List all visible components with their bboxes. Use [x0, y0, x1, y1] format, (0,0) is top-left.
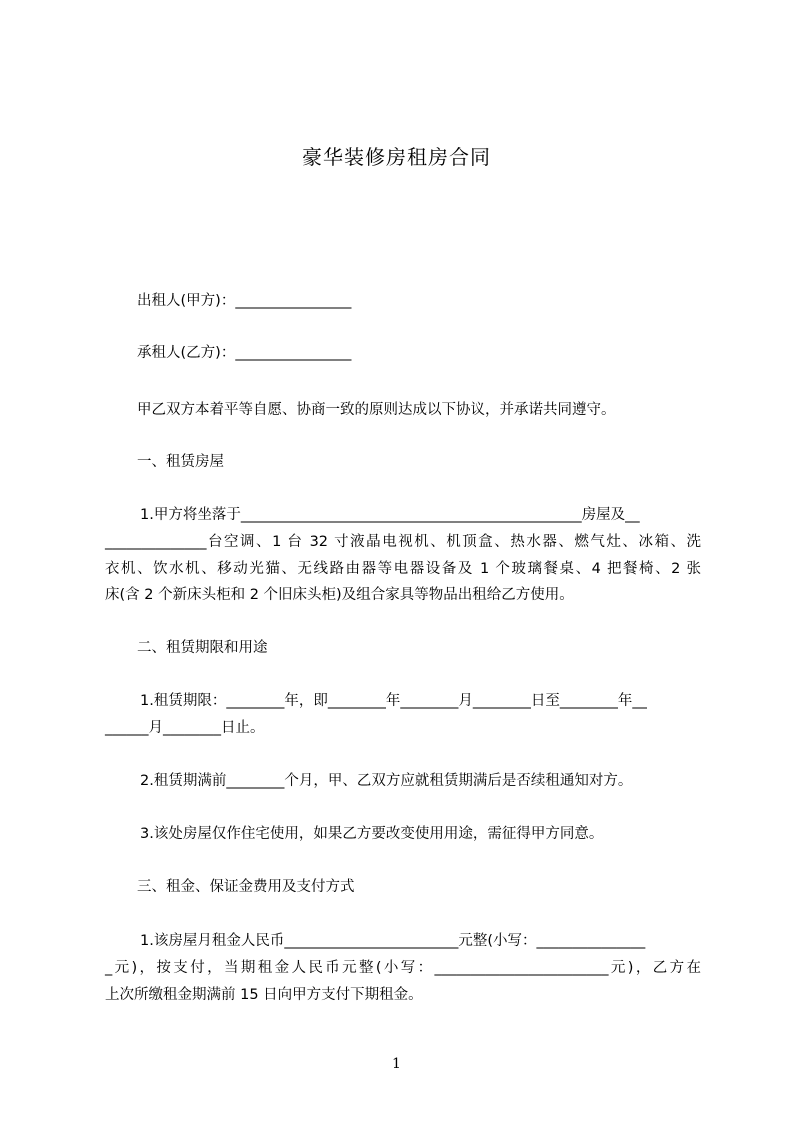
section3-item1-line3: 上次所缴租金期满前 15 日向甲方支付下期租金。	[105, 987, 423, 1003]
party-a-line: 出租人(甲方)：________________	[137, 293, 352, 309]
section2-item3: 3.该处房屋仅作住宅使用，如果乙方要改变使用用途，需征得甲方同意。	[140, 826, 604, 842]
section3-item1-line2: _元)，按支付，当期租金人民币元整(小写：________________________元)，乙方在	[105, 960, 701, 976]
page-number: 1	[392, 1056, 401, 1072]
section3-item1-line1: 1.该房屋月租金人民币________________________元整(小写：_______________	[140, 933, 646, 949]
party-b-line: 承租人(乙方)：________________	[137, 345, 352, 361]
section2-item1-line2: ______月________日止。	[105, 720, 265, 736]
document-title: 豪华装修房租房合同	[302, 145, 491, 169]
section2-item2: 2.租赁期满前________个月，甲、乙双方应就租赁期满后是否续租通知对方。	[140, 773, 633, 789]
section2-heading: 二、租赁期限和用途	[137, 640, 268, 656]
section3-heading: 三、租金、保证金费用及支付方式	[137, 879, 355, 895]
section1-heading: 一、租赁房屋	[137, 454, 224, 470]
section1-item1-line2: ______________台空调、1 台 32 寸液晶电视机、机顶盒、热水器、燃气灶、冰箱、洗	[105, 534, 701, 550]
section1-item1-line1: 1.甲方将坐落于_______________________________________________房屋及__	[140, 507, 640, 523]
section1-item1-line3: 衣机、饮水机、移动光猫、无线路由器等电器设备及 1 个玻璃餐桌、4 把餐椅、2 张	[105, 561, 702, 577]
section1-item1-line4: 床(含 2 个新床头柜和 2 个旧床头柜)及组合家具等物品出租给乙方使用。	[105, 587, 574, 603]
preamble-paragraph: 甲乙双方本着平等自愿、协商一致的原则达成以下协议，并承诺共同遵守。	[137, 402, 616, 418]
section2-item1-line1: 1.租赁期限：________年，即________年________月________日至________年__	[140, 693, 647, 709]
